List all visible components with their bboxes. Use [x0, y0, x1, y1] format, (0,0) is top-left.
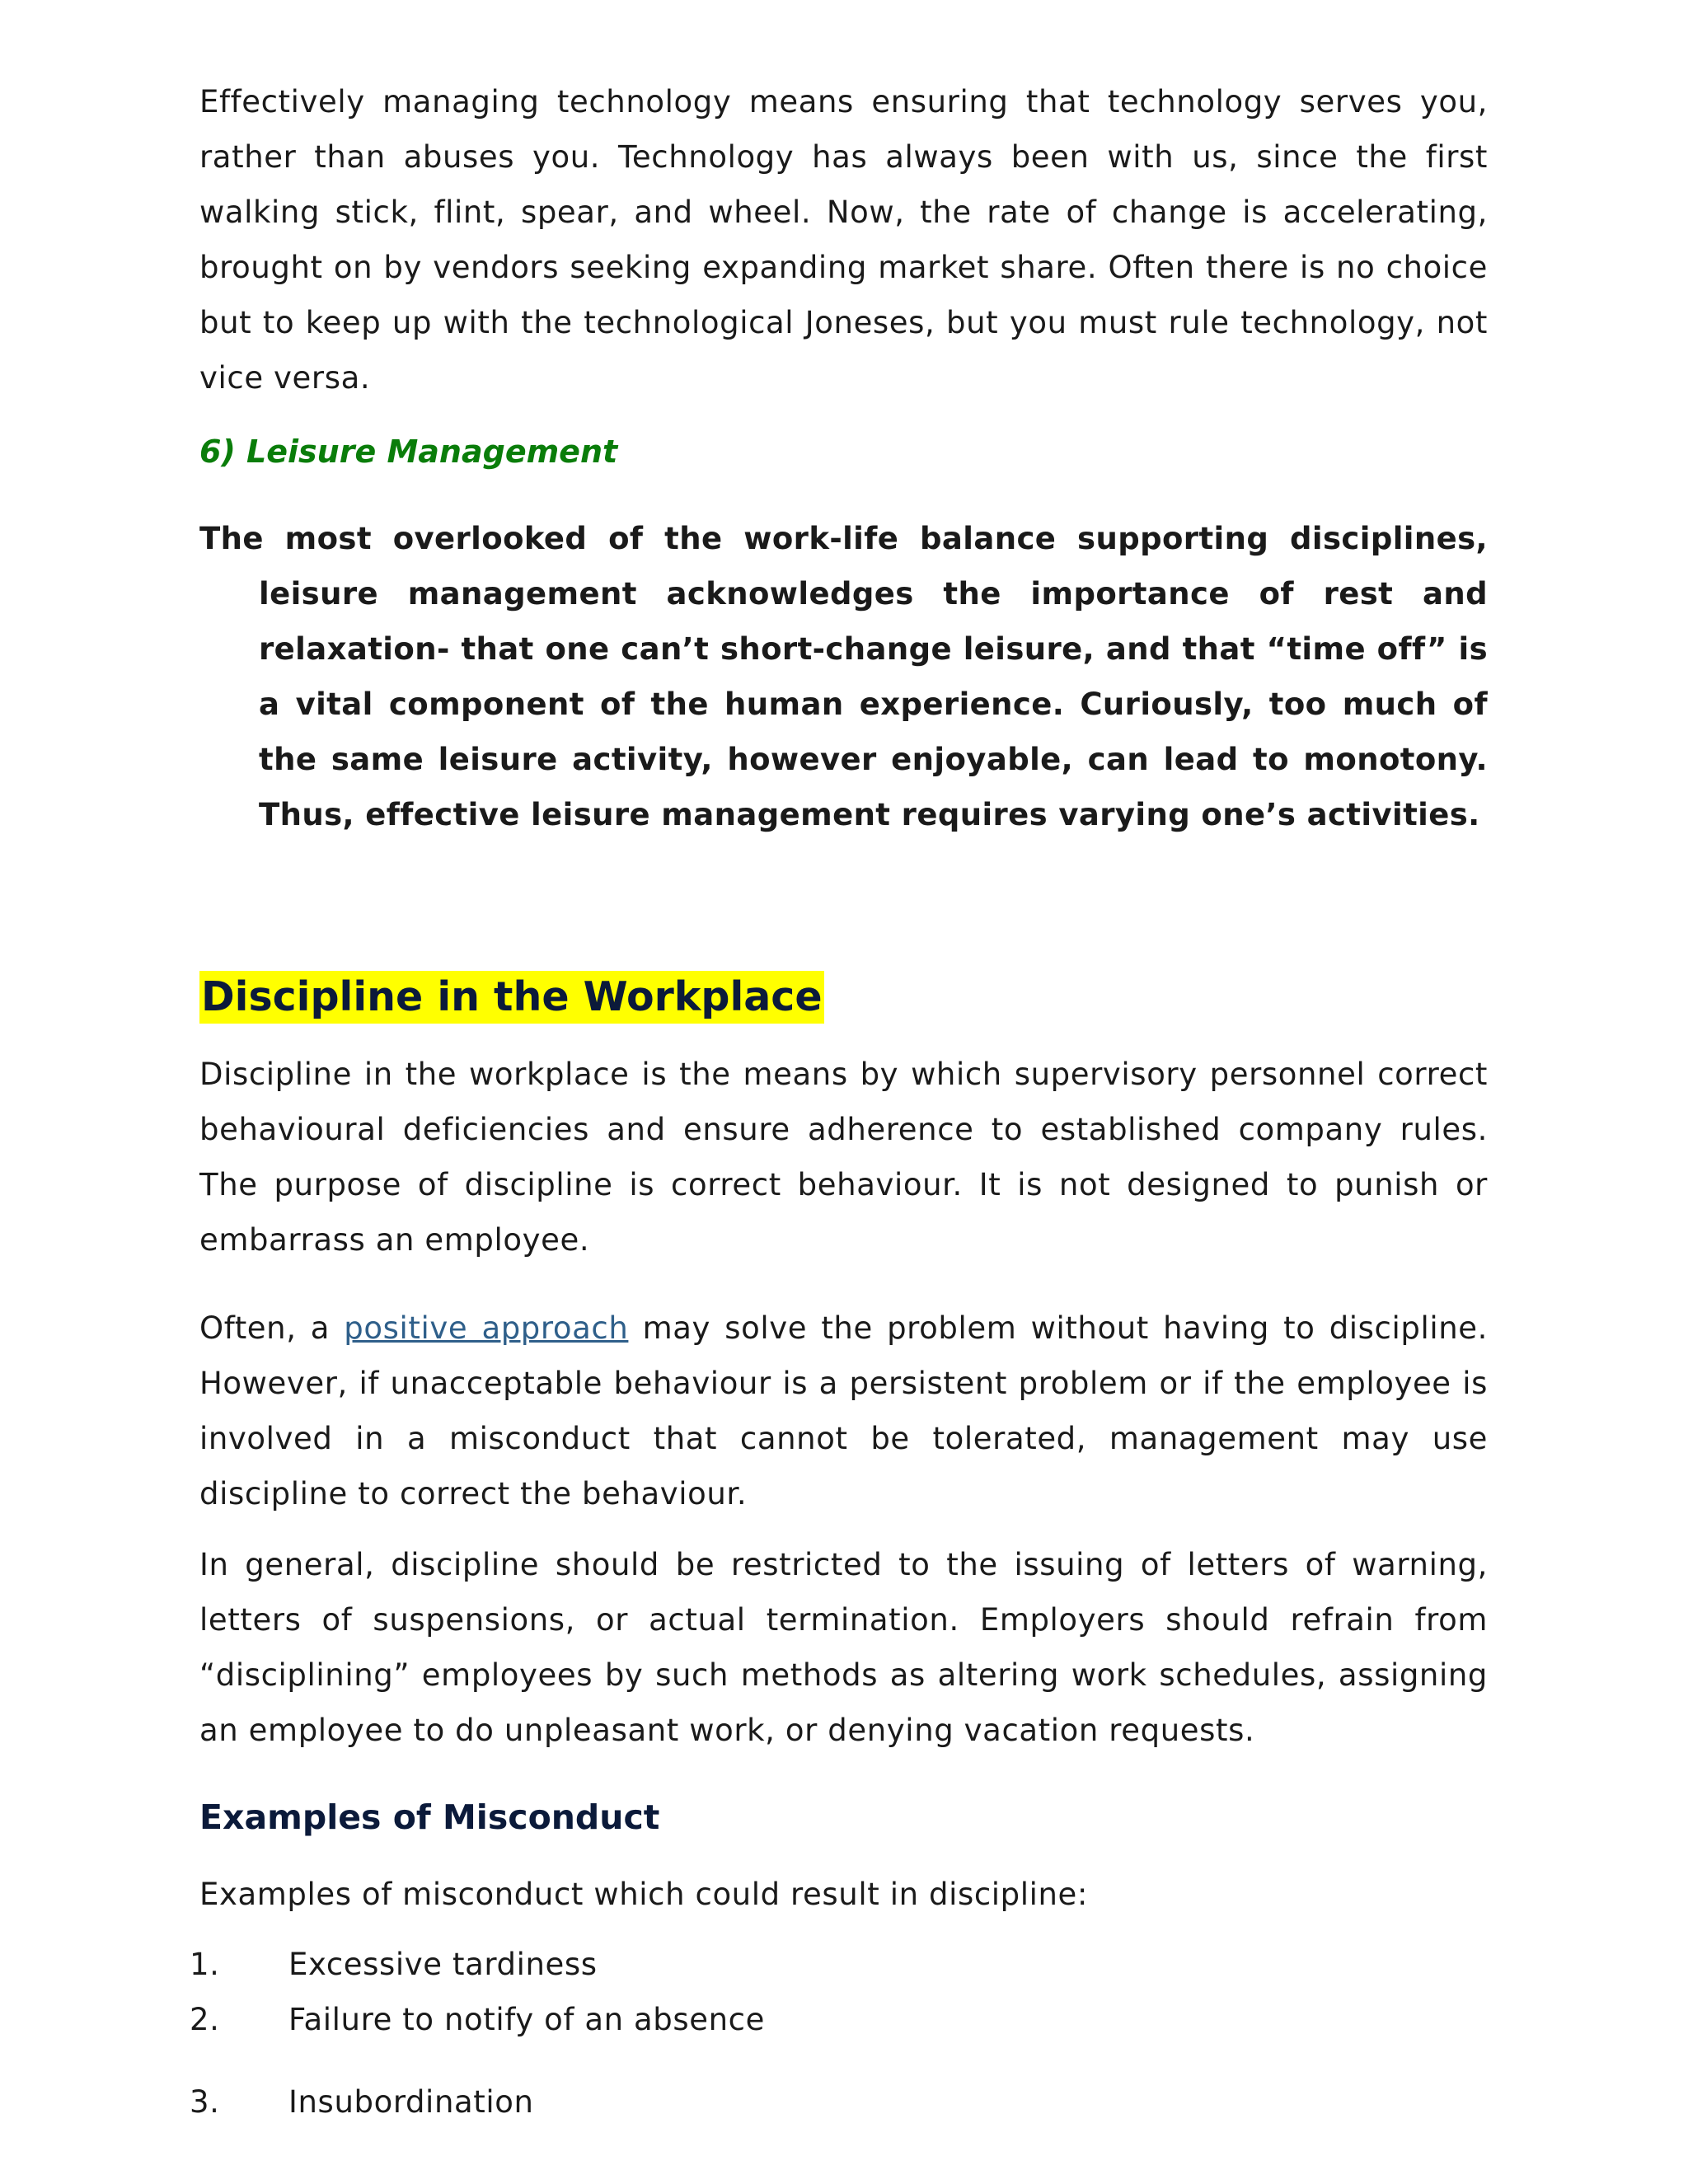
leisure-heading: 6) Leisure Management: [199, 434, 618, 470]
leisure-paragraph: The most overlooked of the work-life balance supporting disciplines, leisure management acknowledges the importance of rest and relaxation- that one can’t short-change leisure, and that “time off” is a vital component of the human experience. Curiously, too much of the same leisure activity, however enjoyable, can lead to monotony. Thus, effective leisure management requires varying one’s activities.: [199, 521, 1488, 832]
list-item: [190, 1992, 765, 2047]
list-item: [190, 2074, 534, 2130]
discipline-paragraph-2: [199, 1301, 1488, 1521]
discipline-paragraph-1: Discipline in the workplace is the means by which supervisory personnel correct behavioural deficiencies and ensure adherence to established company rules. The purpose of discipline is correct behaviour. It is not designed to punish or embarrass an employee.: [199, 1057, 1488, 1258]
list-number: 1.: [190, 1947, 220, 1982]
discipline-heading: Discipline in the Workplace: [199, 971, 824, 1024]
discipline-paragraph-3: In general, discipline should be restricted to the issuing of letters of warning, letters of suspensions, or actual termination. Employers should refrain from “disciplining” employees by such methods as altering work schedules, assigning an employee to do unpleasant work, or denying vacation requests.: [199, 1547, 1488, 1748]
list-text: Insubordination: [288, 2084, 534, 2120]
list-text: Excessive tardiness: [288, 1947, 598, 1982]
positive-approach-link[interactable]: positive approach: [344, 1310, 629, 1346]
examples-intro: Examples of misconduct which could result in discipline:: [199, 1877, 1088, 1912]
discipline-paragraph-2-start: Often, a: [199, 1310, 345, 1346]
list-number: 2.: [190, 2002, 220, 2037]
list-item: [190, 1937, 598, 1992]
intro-paragraph: Effectively managing technology means ensuring that technology serves you, rather than abuses you. Technology has always been with us, since the first walking stick, flint, spear, and wheel. Now, the rate of change is accelerating, brought on by vendors seeking expanding market share. Often there is no choice but to keep up with the technological Joneses, but you must rule technology, not vice versa.: [199, 84, 1488, 396]
list-text: Failure to notify of an absence: [288, 2002, 765, 2037]
discipline-paragraph-2-end: may solve the problem without having to discipline. However, if unacceptable behaviour is a persistent problem or if the employee is involved in a misconduct that cannot be tolerated, management may use discipline to correct the behaviour.: [199, 1310, 1489, 1511]
examples-heading: Examples of Misconduct: [199, 1797, 660, 1837]
list-number: 3.: [190, 2084, 220, 2120]
